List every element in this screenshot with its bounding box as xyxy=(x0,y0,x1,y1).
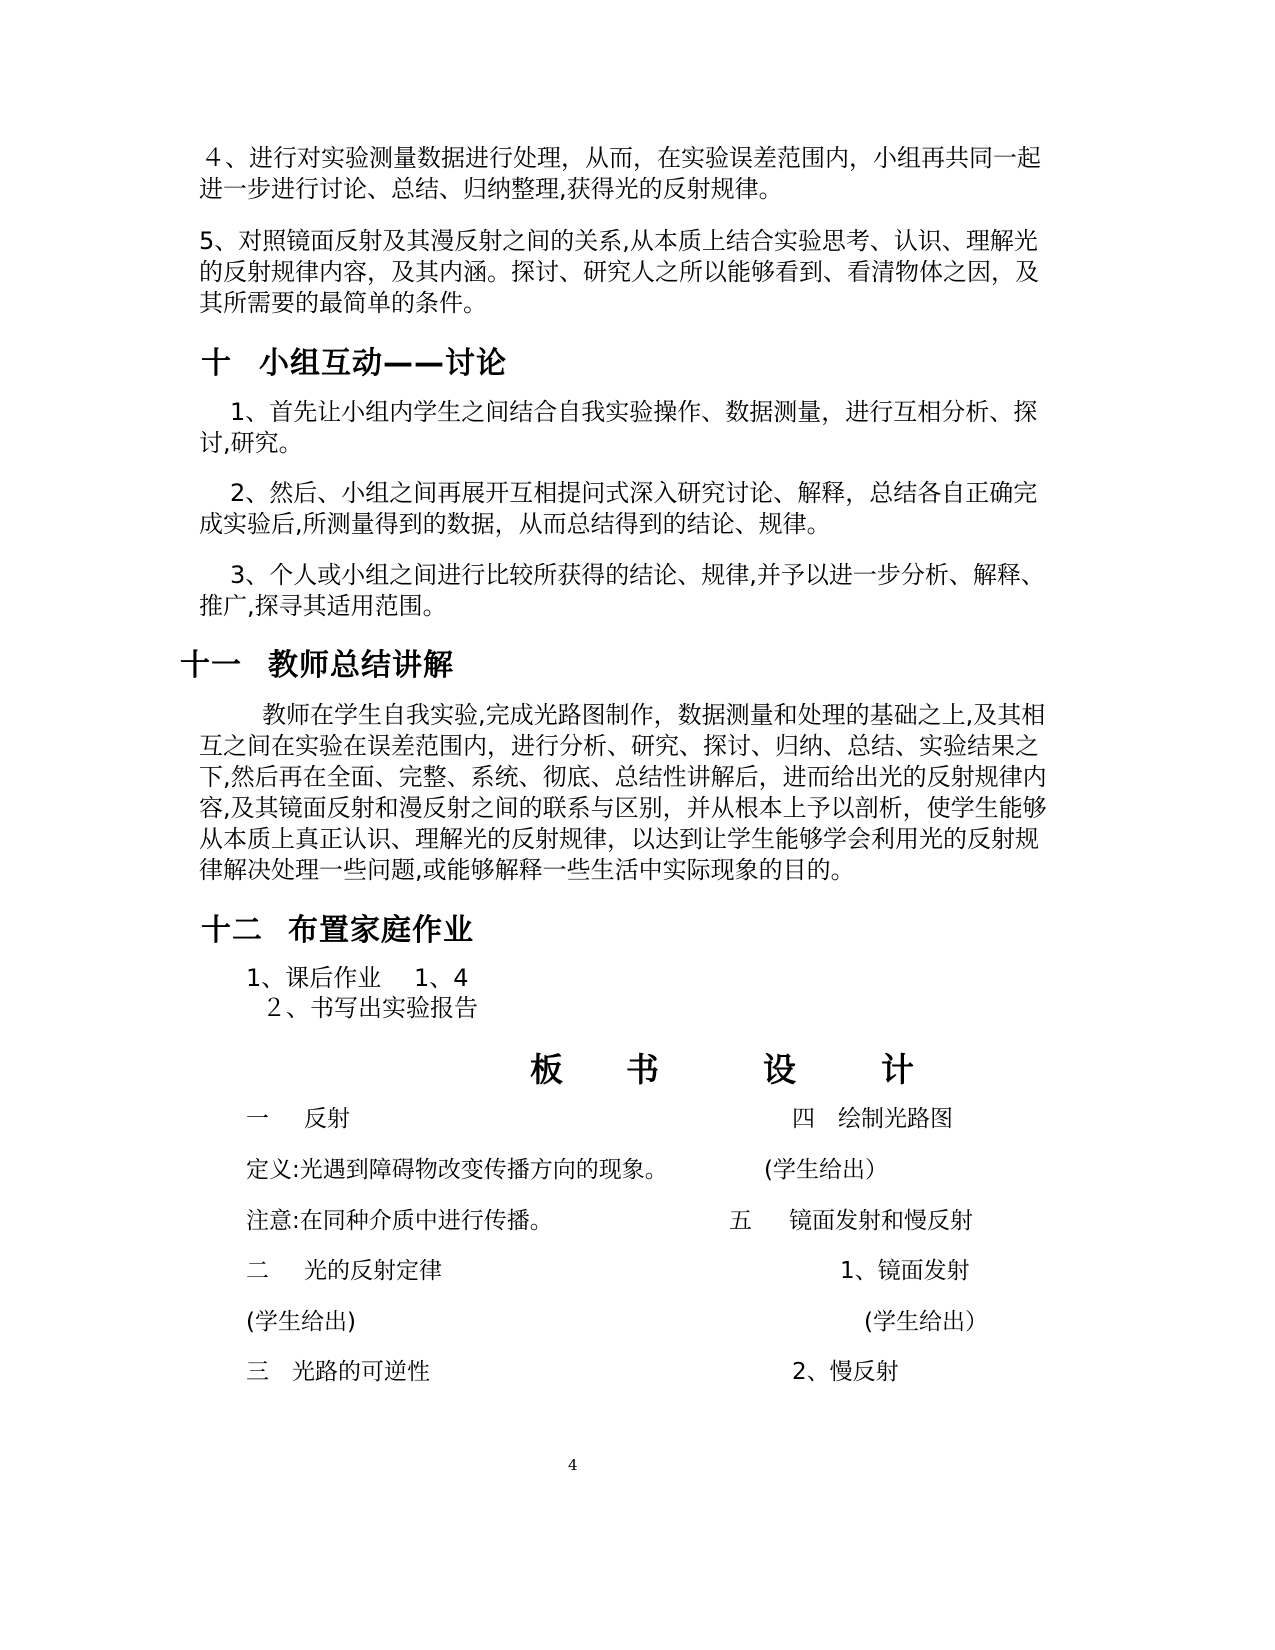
s10-item3-line2: 推广,探寻其适用范围。 xyxy=(199,592,447,620)
board-s4: 四 绘制光路图 xyxy=(792,1106,953,1132)
section10-title: 小组互动——讨论 xyxy=(259,346,507,381)
board-s1-number: 一 xyxy=(246,1106,269,1132)
board-r1-given: (学生给出） xyxy=(864,1309,988,1335)
board-note: 注意:在同种介质中进行传播。 xyxy=(246,1208,553,1234)
board-s5-title: 镜面发射和慢反射 xyxy=(789,1208,973,1234)
homework-1-value: 1、4 xyxy=(414,964,469,992)
s10-item3-line1: 3、个人或小组之间进行比较所获得的结论、规律,并予以进一步分析、解释、 xyxy=(230,561,1045,589)
page-number: 4 xyxy=(568,1456,578,1474)
homework-1-label: 1、课后作业 xyxy=(246,964,382,992)
board-title-char-2: 书 xyxy=(626,1050,659,1089)
section11-title: 教师总结讲解 xyxy=(268,648,454,683)
board-s2-given: (学生给出) xyxy=(246,1309,356,1335)
homework-2: ２、书写出实验报告 xyxy=(262,994,478,1022)
item5-line2: 的反射规律内容，及其内涵。探讨、研究人之所以能够看到、看清物体之因，及 xyxy=(199,258,1039,286)
section12-number: 十二 xyxy=(201,913,263,948)
s11-line2: 互之间在实验在误差范围内，进行分析、研究、探讨、归纳、总结、实验结果之 xyxy=(199,732,1039,760)
s10-item2-line2: 成实验后,所测量得到的数据，从而总结得到的结论、规律。 xyxy=(199,510,831,538)
board-r1: 1、镜面发射 xyxy=(840,1258,970,1284)
s11-line6: 律解决处理一些问题,或能够解释一些生活中实际现象的目的。 xyxy=(199,856,855,884)
board-s2-title: 光的反射定律 xyxy=(304,1258,442,1284)
section12-title: 布置家庭作业 xyxy=(288,913,474,948)
item4-line2: 进一步进行讨论、总结、归纳整理,获得光的反射规律。 xyxy=(199,175,783,203)
s11-line3: 下,然后再在全面、完整、系统、彻底、总结性讲解后，进而给出光的反射规律内 xyxy=(199,763,1047,791)
board-title-char-3: 设 xyxy=(763,1050,796,1089)
s11-line5: 从本质上真正认识、理解光的反射规律，以达到让学生能够学会利用光的反射规 xyxy=(199,825,1039,853)
board-s3: 三 光路的可逆性 xyxy=(246,1359,430,1385)
s11-line1: 教师在学生自我实验,完成光路图制作，数据测量和处理的基础之上,及其相 xyxy=(262,701,1046,729)
s10-item2-line1: 2、然后、小组之间再展开互相提问式深入研究讨论、解释，总结各自正确完 xyxy=(230,479,1038,507)
item5-line3: 其所需要的最简单的条件。 xyxy=(199,289,487,317)
s10-item1-line2: 讨,研究。 xyxy=(199,429,303,457)
board-s2-number: 二 xyxy=(246,1258,269,1284)
board-s4-given: (学生给出） xyxy=(764,1157,888,1183)
section10-number: 十 xyxy=(201,346,232,381)
board-title-char-1: 板 xyxy=(530,1050,563,1089)
section11-number: 十一 xyxy=(180,648,242,683)
board-s5-number: 五 xyxy=(729,1208,752,1234)
board-r2: 2、慢反射 xyxy=(792,1359,899,1385)
board-title-char-4: 计 xyxy=(881,1050,914,1089)
item5-line1: 5、对照镜面反射及其漫反射之间的关系,从本质上结合实验思考、认识、理解光 xyxy=(199,227,1038,255)
board-s1-title: 反射 xyxy=(304,1106,350,1132)
board-definition: 定义:光遇到障碍物改变传播方向的现象。 xyxy=(246,1157,668,1183)
item4-line1: ４、进行对实验测量数据进行处理，从而，在实验误差范围内，小组再共同一起 xyxy=(201,144,1041,172)
s11-line4: 容,及其镜面反射和漫反射之间的联系与区别，并从根本上予以剖析，使学生能够 xyxy=(199,794,1047,822)
s10-item1-line1: 1、首先让小组内学生之间结合自我实验操作、数据测量，进行互相分析、探 xyxy=(230,398,1038,426)
